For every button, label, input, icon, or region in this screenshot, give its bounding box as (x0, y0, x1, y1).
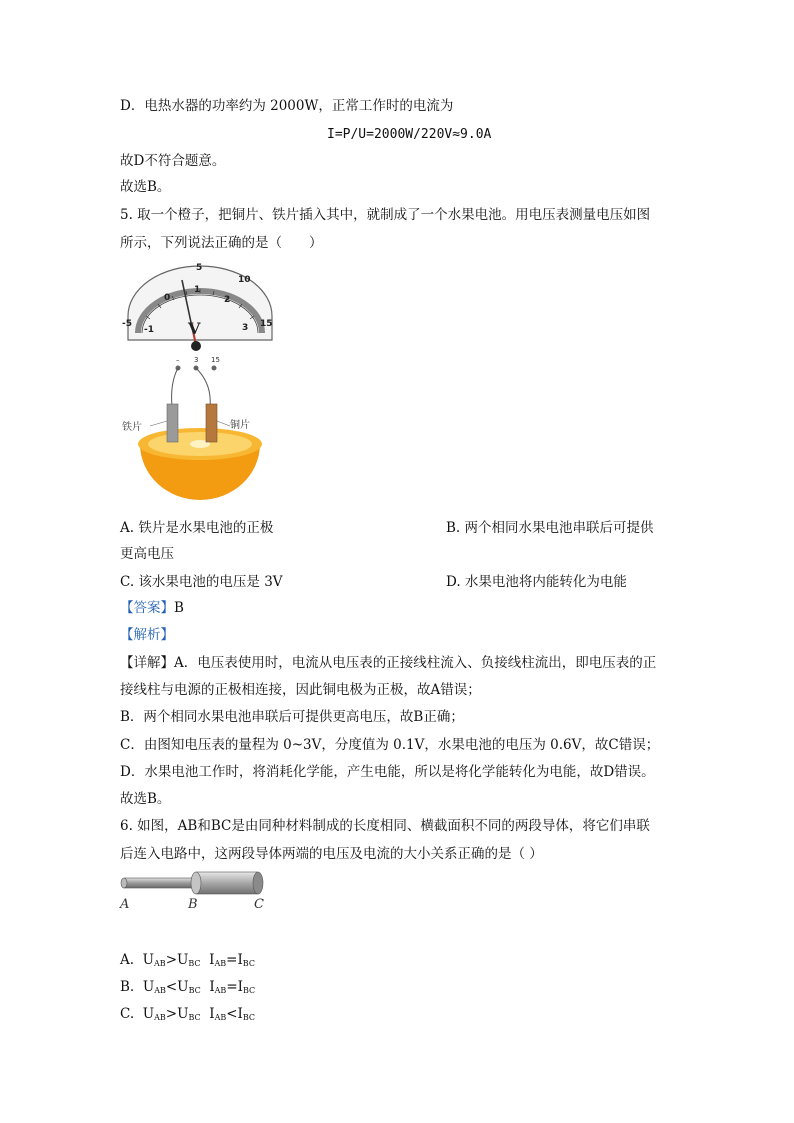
conductor-ab (124, 878, 196, 888)
scale-top-15: 15 (260, 319, 273, 329)
prev-formula: I=P/U=2000W/220V≈9.0A (327, 127, 492, 142)
scale-bottom-3: 3 (242, 323, 249, 333)
q6-option-a: A. $U_{AB}>U_{BC}$ $I_{AB}=I_{BC}$ (120, 952, 255, 968)
copper-label: 铜片 (230, 420, 250, 431)
answer-value: B (174, 600, 184, 616)
q5-explanation-line5: D．水果电池工作时，将消耗化学能，产生电能，所以是将化学能转化为电能，故D错误。 (120, 764, 655, 780)
prev-option-d: D．电热水器的功率约为 2000W，正常工作时的电流为 (120, 98, 454, 114)
scale-bottom-1: 1 (194, 285, 201, 295)
scale-bottom-minus1: -1 (144, 325, 154, 335)
q5-explanation-line6: 故选B。 (120, 791, 171, 807)
prev-conclusion: 故D不符合题意。 (120, 153, 226, 169)
q5-analysis-tag (120, 626, 174, 644)
meter-letter: V (188, 319, 201, 338)
iron-label: 铁片 (122, 422, 142, 433)
scale-bottom-0: 0 (164, 293, 171, 303)
q6-option-c: C. $U_{AB}>U_{BC}$ $I_{AB}<I_{BC}$ (120, 1006, 256, 1022)
conductor-bc (196, 872, 258, 894)
conductor-figure (118, 868, 268, 912)
explanation-text-1: A．电压表使用时，电流从电压表的正接线柱流入、负接线柱流出，即电压表的正 (174, 655, 657, 671)
label-c: C (254, 897, 264, 912)
analysis-tag: 【解析】 (120, 627, 174, 643)
q5-stem-line2: 所示，下列说法正确的是（ ） (120, 235, 323, 251)
terminal-15: 15 (211, 356, 220, 364)
q6-stem-line1: 6. 如图，AB和BC是由同种材料制成的长度相同、横截面积不同的两段导体，将它们串联 (120, 818, 650, 834)
terminal-3: 3 (194, 356, 199, 364)
q5-option-c: C. 该水果电池的电压是 3V (120, 574, 283, 590)
scale-top-minus5: -5 (122, 319, 132, 329)
prev-answer-line: 故选B。 (120, 179, 171, 195)
q5-option-a: A. 铁片是水果电池的正极 (120, 520, 274, 536)
q5-answer (120, 599, 184, 617)
q5-option-b-line1: B. 两个相同水果电池串联后可提供 (446, 520, 654, 536)
fruit-battery-figure (120, 258, 280, 508)
q6-option-b: B. $U_{AB}<U_{BC}$ $I_{AB}=I_{BC}$ (120, 979, 256, 995)
detail-tag: 【详解】 (120, 655, 174, 671)
copper-plate (206, 404, 217, 442)
terminal-negative: – (176, 356, 180, 364)
q6-stem-line2: 后连入电路中，这两段导体两端的电压及电流的大小关系正确的是（ ） (120, 846, 543, 862)
q5-stem-line1: 5. 取一个橙子，把铜片、铁片插入其中，就制成了一个水果电池。用电压表测量电压如图 (120, 207, 651, 223)
scale-bottom-2: 2 (224, 295, 231, 305)
iron-plate (167, 404, 178, 442)
label-b: B (188, 897, 198, 912)
q5-explanation-line1 (120, 654, 656, 672)
label-a: A (120, 897, 130, 912)
answer-tag: 【答案】 (120, 600, 174, 616)
meter-pivot (191, 341, 201, 351)
scale-top-5: 5 (196, 263, 203, 273)
q5-option-d: D. 水果电池将内能转化为电能 (446, 574, 627, 590)
scale-top-10: 10 (238, 275, 251, 285)
q5-option-b-line2: 更高电压 (120, 546, 174, 562)
q5-explanation-line4: C．由图知电压表的量程为 0~3V，分度值为 0.1V，水果电池的电压为 0.6V，故C错误； (120, 737, 660, 753)
q5-explanation-line2: 接线柱与电源的正极相连接，因此铜电极为正极，故A错误； (120, 682, 481, 698)
q5-explanation-line3: B．两个相同水果电池串联后可提供更高电压，故B正确； (120, 709, 464, 725)
